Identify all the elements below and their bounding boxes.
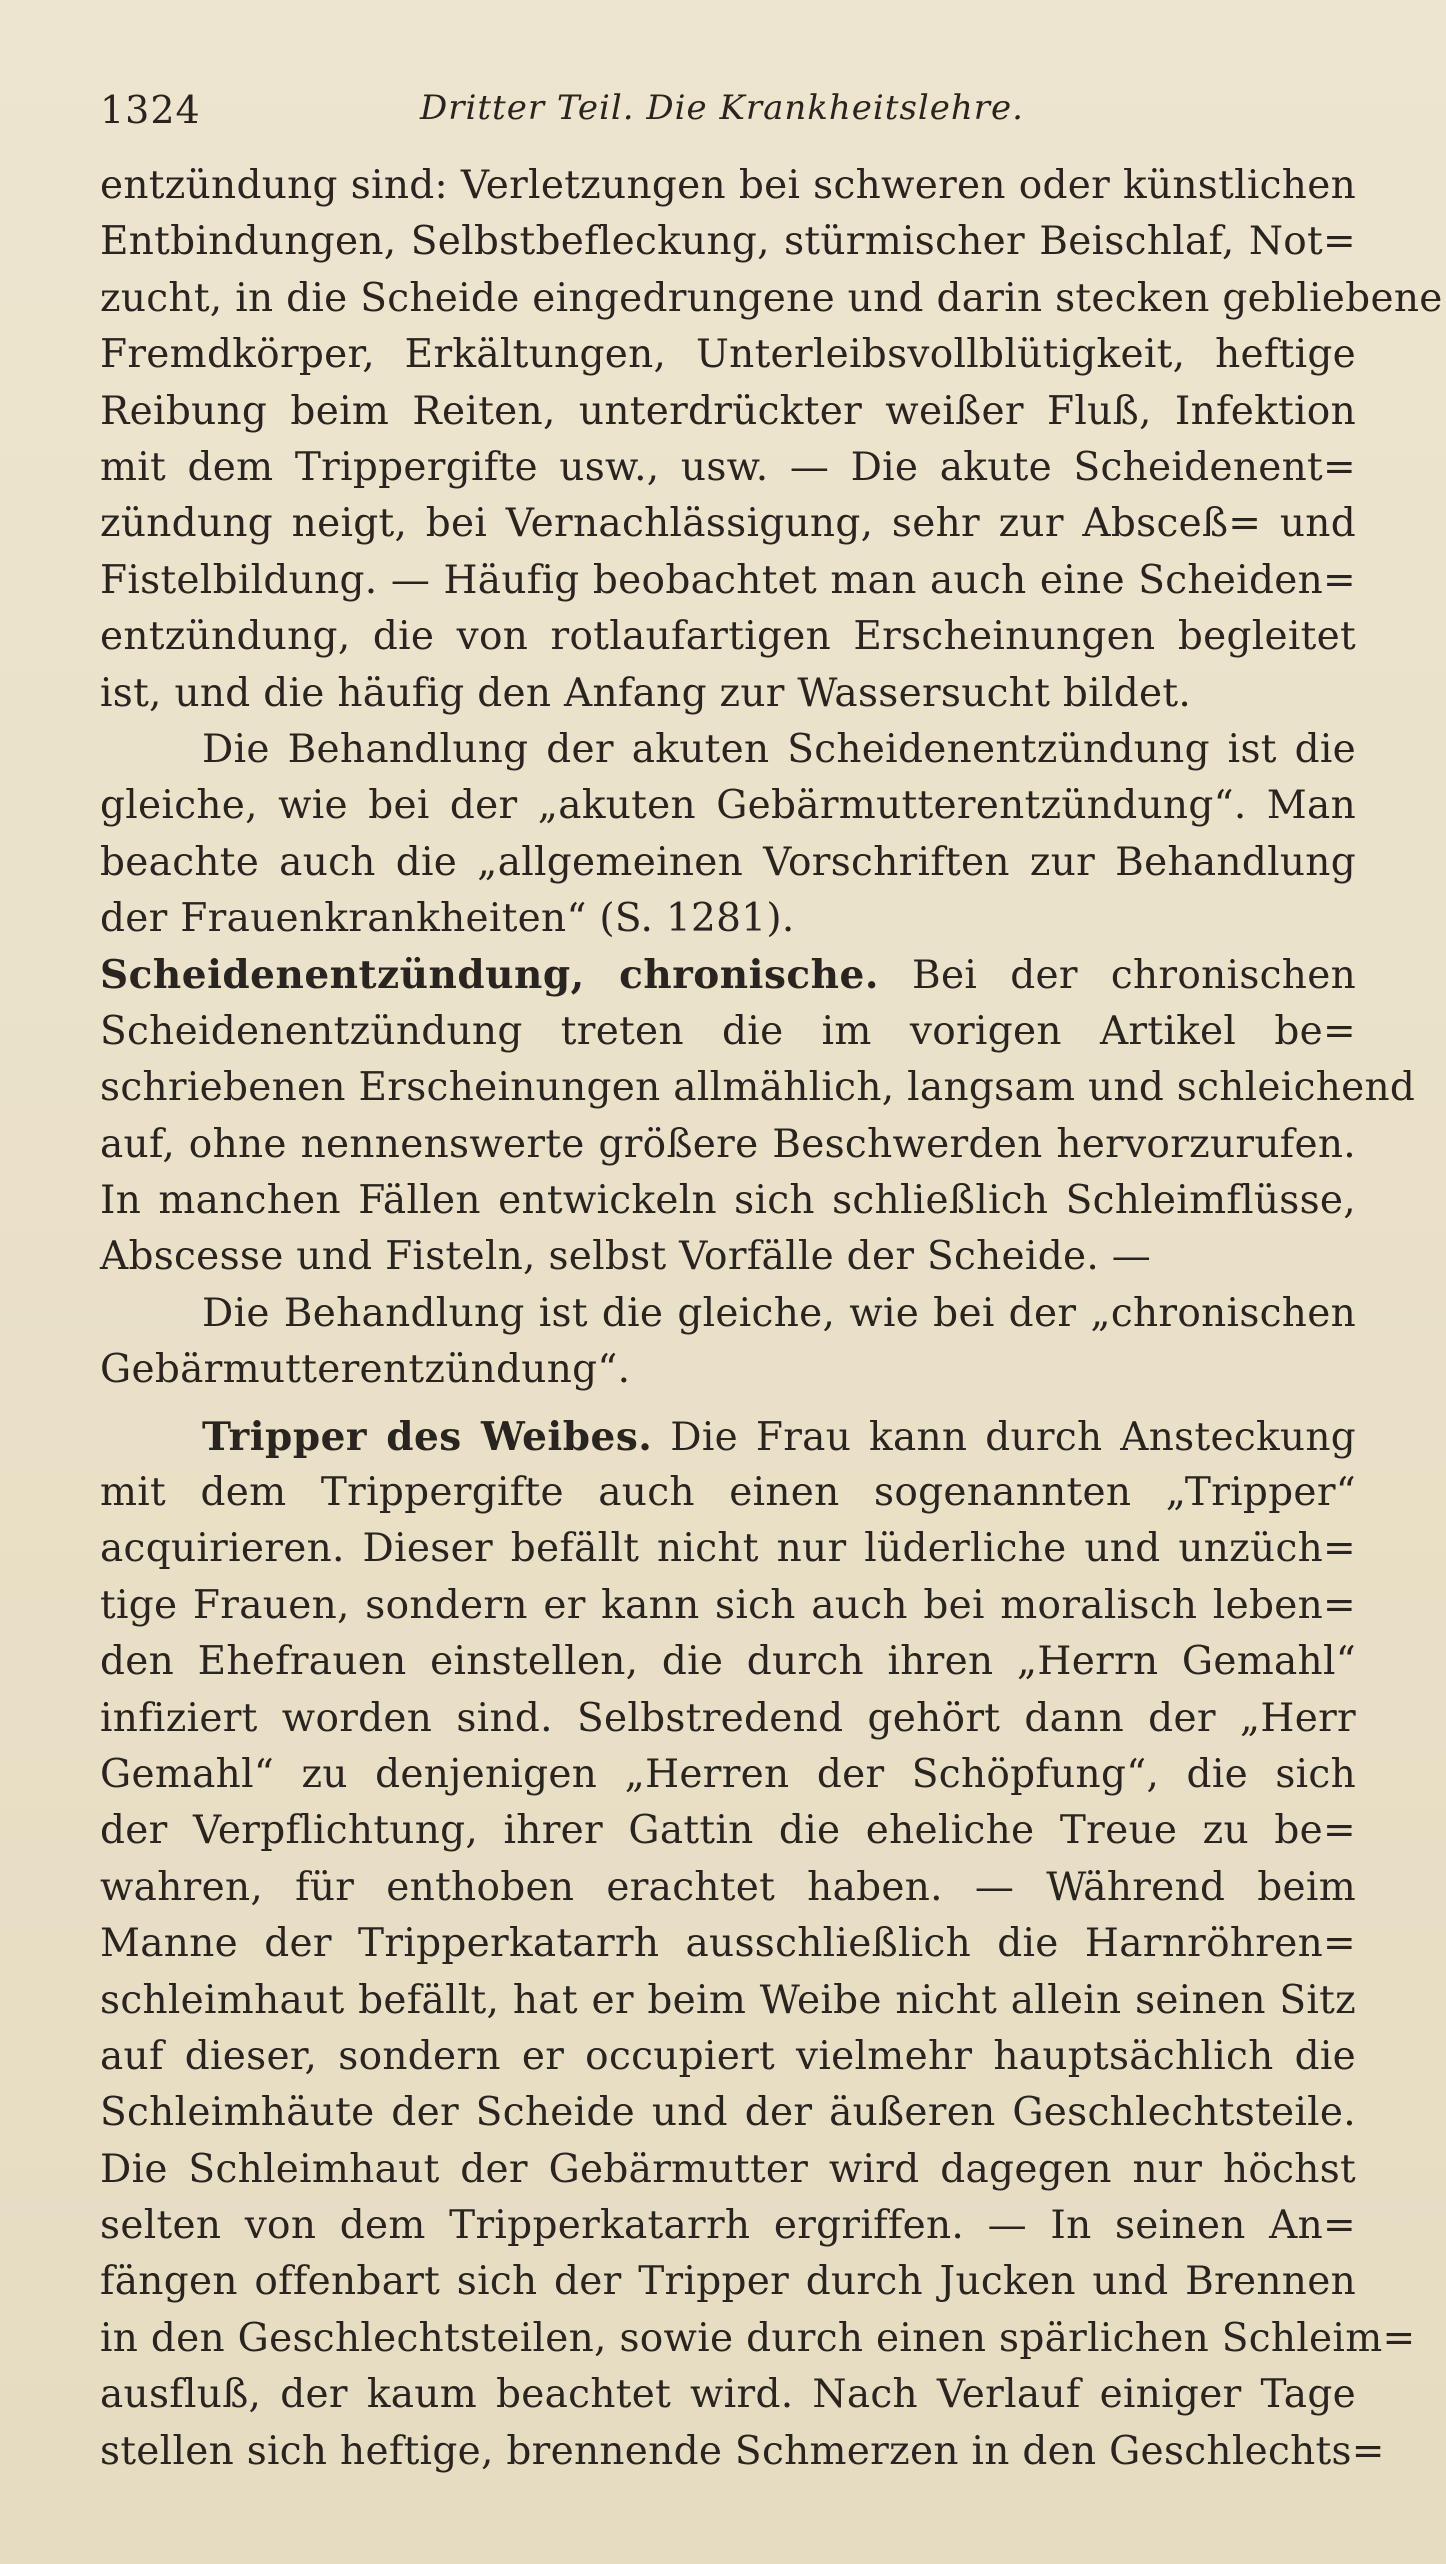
text-line: stellen sich heftige, brennende Schmerzen in den Geschlechts=: [100, 2428, 1385, 2474]
running-head: Dritter Teil. Die Krankheitslehre.: [420, 88, 1024, 128]
entry-first-line-text: Bei der chronischen: [912, 953, 1356, 999]
entry-keyword: Scheidenentzündung, chronische.: [100, 952, 879, 999]
text-line: Gemahl“ zu denjenigen „Herren der Schöpfung“, die sich: [100, 1751, 1356, 1797]
text-line: Schleimhäute der Scheide und der äußeren Geschlechtsteile.: [100, 2090, 1356, 2136]
text-line: ausfluß, der kaum beachtet wird. Nach Verlauf einiger Tage: [100, 2372, 1356, 2418]
text-line: den Ehefrauen einstellen, die durch ihren „Herrn Gemahl“: [100, 1639, 1356, 1685]
text-line: tige Frauen, sondern er kann sich auch bei moralisch leben=: [100, 1582, 1356, 1628]
text-line: [100, 947, 1356, 1003]
text-line: Die Behandlung ist die gleiche, wie bei der „chronischen: [202, 1290, 1356, 1336]
text-line: fängen offenbart sich der Tripper durch Jucken und Brennen: [100, 2259, 1356, 2305]
text-line: auf, ohne nennenswerte größere Beschwerden hervorzurufen.: [100, 1121, 1356, 1167]
text-line: schleimhaut befällt, hat er beim Weibe nicht allein seinen Sitz: [100, 1977, 1356, 2023]
text-line: Gebärmutterentzündung“.: [100, 1347, 631, 1393]
text-line: zucht, in die Scheide eingedrungene und darin stecken gebliebene: [100, 275, 1443, 321]
text-line: gleiche, wie bei der „akuten Gebärmutterentzündung“. Man: [100, 783, 1356, 829]
text-line: der Frauenkrankheiten“ (S. 1281).: [100, 896, 795, 942]
entry-paragraph: [100, 1409, 1416, 2480]
text-line: Scheidenentzündung treten die im vorigen Artikel be=: [100, 1008, 1356, 1054]
paragraph: [100, 722, 1356, 948]
text-line: zündung neigt, bei Vernachlässigung, sehr zur Absceß= und: [100, 501, 1356, 547]
text-line: der Verpflichtung, ihrer Gattin die eheliche Treue zu be=: [100, 1808, 1356, 1854]
text-line: entzündung, die von rotlaufartigen Erscheinungen begleitet: [100, 614, 1356, 660]
text-line: Reibung beim Reiten, unterdrückter weißer Fluß, Infektion: [100, 388, 1356, 434]
text-line: infiziert worden sind. Selbstredend gehört dann der „Herr: [100, 1695, 1356, 1741]
text-line: In manchen Fällen entwickeln sich schließlich Schleimflüsse,: [100, 1178, 1356, 1224]
text-line: Fremdkörper, Erkältungen, Unterleibsvollblütigkeit, heftige: [100, 332, 1356, 378]
paragraph: [100, 1286, 1356, 1399]
text-line: Entbindungen, Selbstbefleckung, stürmischer Beischlaf, Not=: [100, 219, 1356, 265]
text-line: ist, und die häufig den Anfang zur Wassersucht bildet.: [100, 670, 1192, 716]
text-line: mit dem Trippergifte auch einen sogenannten „Tripper“: [100, 1469, 1356, 1515]
text-line: schriebenen Erscheinungen allmählich, langsam und schleichend: [100, 1065, 1416, 1111]
text-line: Fistelbildung. — Häufig beobachtet man auch eine Scheiden=: [100, 557, 1356, 603]
text-line: Abscesse und Fisteln, selbst Vorfälle der Scheide. —: [100, 1234, 1152, 1280]
text-line: auf dieser, sondern er occupiert vielmehr hauptsächlich die: [100, 2033, 1356, 2079]
text-line: Die Schleimhaut der Gebärmutter wird dagegen nur höchst: [100, 2146, 1356, 2192]
entry-spacer: [100, 1399, 1356, 1409]
body-text: [100, 158, 1443, 2480]
text-line: entzündung sind: Verletzungen bei schweren oder künstlichen: [100, 163, 1356, 208]
entry-paragraph: [100, 947, 1416, 1285]
text-line: beachte auch die „allgemeinen Vorschriften zur Behandlung: [100, 839, 1356, 885]
text-line: selten von dem Tripperkatarrh ergriffen. — In seinen An=: [100, 2203, 1356, 2249]
text-line: in den Geschlechtsteilen, sowie durch einen spärlichen Schleim=: [100, 2315, 1416, 2361]
text-line: acquirieren. Dieser befällt nicht nur lüderliche und unzüch=: [100, 1526, 1356, 1572]
entry-keyword: Tripper des Weibes.: [202, 1413, 653, 1460]
text-line: mit dem Trippergifte usw., usw. — Die akute Scheidenent=: [100, 444, 1356, 490]
entry-first-line-text: Die Frau kann durch Ansteckung: [670, 1414, 1356, 1460]
page-number: 1324: [100, 88, 201, 132]
text-line: wahren, für enthoben erachtet haben. — Während beim: [100, 1864, 1356, 1910]
text-line: Die Behandlung der akuten Scheidenentzündung ist die: [202, 726, 1356, 772]
text-line: Manne der Tripperkatarrh ausschließlich die Harnröhren=: [100, 1921, 1356, 1967]
paragraph: [100, 158, 1443, 722]
text-line: [100, 1409, 1356, 1465]
page-header: [100, 82, 1340, 142]
